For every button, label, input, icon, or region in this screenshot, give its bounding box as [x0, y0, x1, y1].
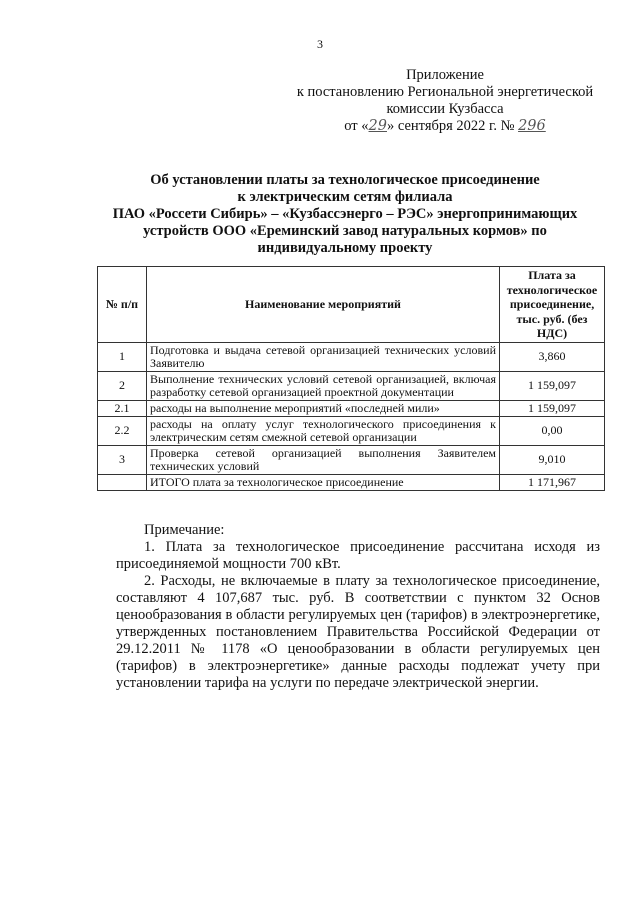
row-name: Подготовка и выдача сетевой организацией технических условий Заявителю [147, 342, 500, 371]
row-name: расходы на выполнение мероприятий «последней мили» [147, 400, 500, 416]
notes-section [116, 522, 600, 692]
row-name: ИТОГО плата за технологическое присоединение [147, 474, 500, 490]
row-name: расходы на оплату услуг технологического присоединения к электрическим сетям смежной сетевой организации [147, 416, 500, 445]
header-name: Наименование мероприятий [147, 267, 500, 343]
notes-heading: Примечание: [144, 522, 225, 538]
table-total-row [98, 474, 605, 490]
date-middle: » сентября 2022 г. № [386, 118, 515, 134]
appendix-resolution-line: к постановлению Региональной энергетической [296, 84, 594, 100]
appendix-header [280, 67, 610, 135]
table-row [98, 445, 605, 474]
header-num: № п/п [98, 267, 147, 343]
row-fee: 1 159,097 [500, 400, 605, 416]
row-name: Проверка сетевой организацией выполнения Заявителем технических условий [147, 445, 500, 474]
table-row [98, 416, 605, 445]
handwritten-number: 296 [518, 118, 546, 134]
row-num: 2 [98, 371, 147, 400]
note-item-2: 2. Расходы, не включаемые в плату за технологическое присоединение, составляют 4 107,687 тыс. руб. В соответствии с пунктом 32 Основ ценообразования в области регулируемых цен (тарифов) в электроэнергетике, утвержденных постановлением Правительства Российской Федерации от 29.12.2011 № 1178 «О ценообразовании в области регулируемых цен (тарифов) в электроэнергетике» данные расходы подлежат учету при установлении тарифа на услуги по передаче электрической энергии. [116, 573, 600, 691]
appendix-commission-line: комиссии Кузбасса [386, 101, 504, 117]
fee-table [97, 266, 605, 491]
title-line-3: ПАО «Россети Сибирь» – «Кузбассэнерго – РЭС» энергопринимающих [112, 206, 578, 222]
page-number: 3 [317, 37, 323, 51]
table-header-row [98, 267, 605, 343]
table-row [98, 400, 605, 416]
row-num: 1 [98, 342, 147, 371]
row-fee: 3,860 [500, 342, 605, 371]
table-row [98, 371, 605, 400]
document-title [105, 172, 585, 257]
row-num: 2.1 [98, 400, 147, 416]
row-num [98, 474, 147, 490]
row-fee: 9,010 [500, 445, 605, 474]
row-fee: 1 159,097 [500, 371, 605, 400]
row-fee: 0,00 [500, 416, 605, 445]
date-prefix: от « [344, 118, 369, 134]
row-fee: 1 171,967 [500, 474, 605, 490]
handwritten-day: 29 [368, 118, 387, 134]
note-item-1: 1. Плата за технологическое присоединение рассчитана исходя из присоединяемой мощности 700 кВт. [116, 539, 600, 572]
row-num: 2.2 [98, 416, 147, 445]
title-line-5: индивидуальному проекту [257, 240, 433, 256]
title-line-4: устройств ООО «Ереминский завод натуральных кормов» по [143, 223, 547, 239]
appendix-date-line [280, 118, 610, 135]
appendix-title: Приложение [406, 67, 484, 83]
row-name: Выполнение технических условий сетевой организацией, включая разработку сетевой организацией проектной документации [147, 371, 500, 400]
row-num: 3 [98, 445, 147, 474]
table-row [98, 342, 605, 371]
header-fee: Плата за технологическое присоединение, тыс. руб. (без НДС) [500, 267, 605, 343]
title-line-1: Об установлении платы за технологическое присоединение [150, 172, 540, 188]
title-line-2: к электрическим сетям филиала [237, 189, 453, 205]
